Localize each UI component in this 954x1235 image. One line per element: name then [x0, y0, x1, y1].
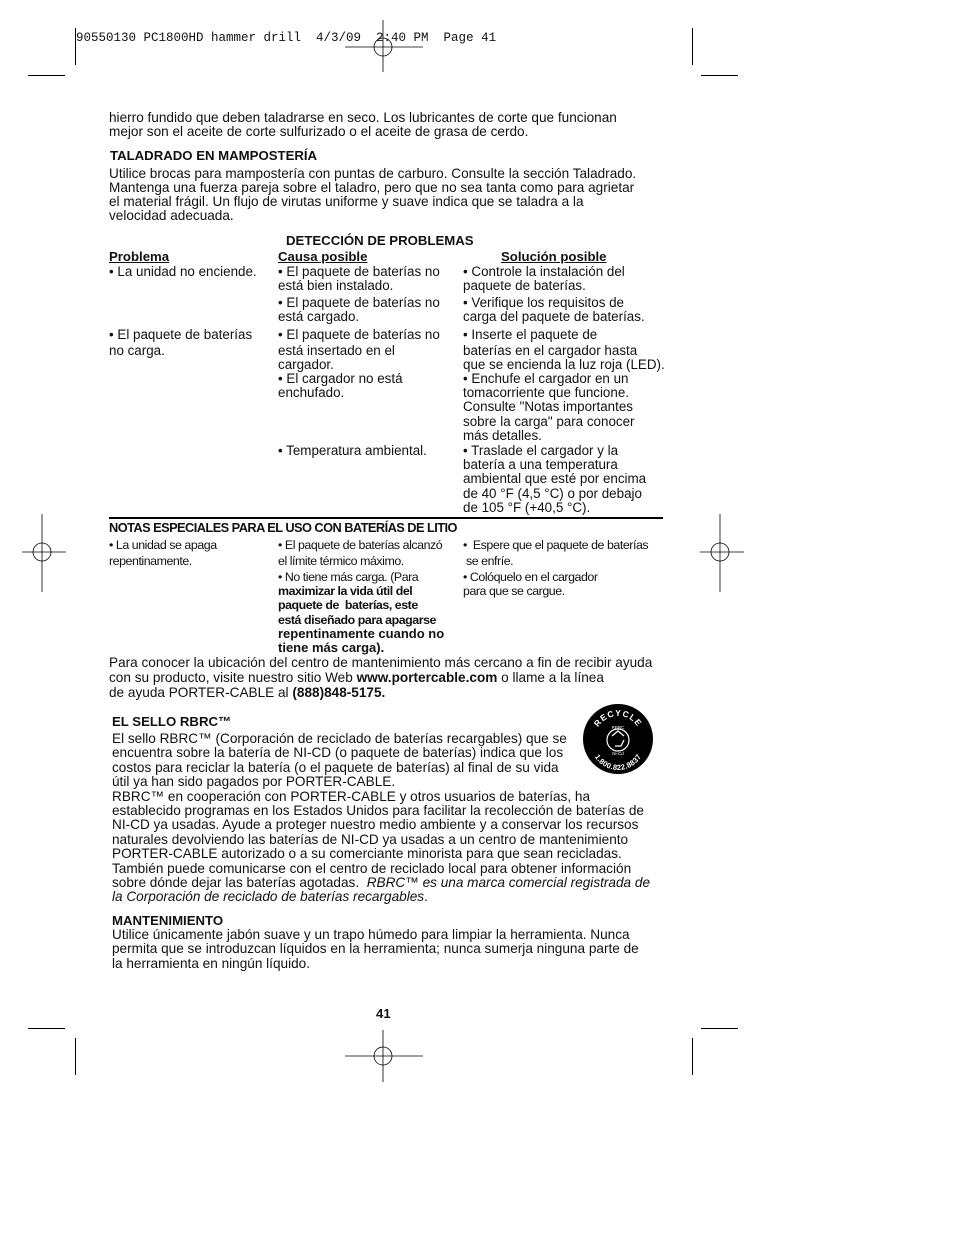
rbrc-trademark-note: RBRC™ es una marca comercial registrada de — [366, 875, 650, 891]
rbrc-text: . — [424, 889, 428, 905]
rbrc-line: naturales devolviendo las baterías de NI-CD ya usadas a un centro de mantenimiento — [112, 831, 629, 847]
rbrc-line: También puede comunicarse con el centro de reciclado local para obtener información — [112, 860, 632, 876]
problem-line: no carga. — [109, 343, 165, 359]
maintenance-line: la herramienta en ningún líquido. — [112, 955, 310, 971]
service-line-2 — [109, 671, 604, 685]
lithium-solution-line: • Espere que el paquete de baterías — [463, 538, 649, 552]
svg-text:Ni-Cd: Ni-Cd — [612, 751, 624, 756]
rbrc-heading: EL SELLO RBRC™ — [112, 714, 232, 729]
solution-line: • Traslade el cargador y la — [463, 443, 619, 458]
crop-mark-top-left-h — [28, 75, 65, 76]
cause-line: enchufado. — [278, 385, 345, 401]
helpline-phone: (888)848-5175. — [292, 685, 386, 700]
masonry-line-1: Utilice brocas para mampostería con puntas de carburo. Consulte la sección Taladrado. — [109, 166, 637, 181]
lithium-cause-cell — [278, 570, 444, 655]
lithium-notes-heading: NOTAS ESPECIALES PARA EL USO CON BATERÍAS DE LITIO — [109, 520, 457, 535]
service-text: o llame a la línea — [497, 670, 604, 685]
rbrc-line: PORTER-CABLE autorizado o a su comerciante minorista para que sean recicladas. — [112, 846, 622, 862]
service-line-1: Para conocer la ubicación del centro de mantenimiento más cercano a fin de recibir ayuda — [109, 655, 653, 670]
rbrc-trademark-note: la Corporación de reciclado de baterías recargables — [112, 889, 425, 905]
intro-line-2: mejor son el aceite de corte sulfurizado o el aceite de grasa de cerdo. — [109, 124, 529, 139]
lithium-cause-line: el límite térmico máximo. — [278, 554, 404, 569]
rbrc-line: establecido programas en los Estados Unidos para facilitar la recolección de baterías de — [112, 803, 644, 819]
lithium-problem-line: repentinamente. — [109, 554, 192, 569]
troubleshooting-title: DETECCIÓN DE PROBLEMAS — [286, 233, 474, 248]
masonry-line-2: Mantenga una fuerza pareja sobre el taladro, pero que no sea tanta como para agrietar — [109, 180, 635, 195]
rbrc-line: útil ya han sido pagados por PORTER-CABLE. — [112, 774, 396, 790]
solution-line: de 105 °F (+40,5 °C). — [463, 499, 591, 515]
cause-line: • El paquete de baterías no — [278, 327, 440, 342]
column-header-problem: Problema — [109, 249, 170, 264]
service-line-3 — [109, 686, 385, 700]
lithium-cause-bold-line: repentinamente cuando no — [278, 625, 445, 641]
solution-line: batería a una temperatura — [463, 457, 618, 473]
cause-line: cargador. — [278, 357, 334, 373]
service-text: con su producto, visite nuestro sitio Web — [109, 670, 357, 685]
website-link[interactable]: www.portercable.com — [356, 670, 498, 685]
crop-mark-bottom-left-h — [28, 1028, 65, 1029]
solution-cell — [463, 328, 665, 373]
crop-mark-top-right-v — [692, 28, 693, 65]
lithium-cause-bold-line: está diseñado para apagarse — [278, 612, 436, 627]
cause-cell — [278, 372, 403, 400]
solution-line: ambiental que esté por encima — [463, 471, 647, 487]
registration-mark-top-icon — [345, 20, 423, 72]
cause-line: • El paquete de baterías no — [278, 295, 440, 310]
lithium-cause-line: • No tiene más carga. (Para — [278, 570, 419, 584]
registration-mark-bottom-icon — [345, 1030, 423, 1082]
solution-line: • Inserte el paquete de — [463, 327, 598, 342]
masonry-line-3: el material frágil. Un flujo de virutas uniforme y suave indica que se taladra a la — [109, 194, 584, 209]
cause-line: • El cargador no está — [278, 371, 403, 386]
problem-cell — [109, 328, 252, 358]
cause-cell — [278, 265, 440, 293]
lithium-cause-bold-line: tiene más carga). — [278, 640, 385, 656]
cause-cell — [278, 328, 440, 373]
crop-mark-top-right-h — [701, 75, 738, 76]
registration-mark-left-icon — [22, 514, 66, 592]
rbrc-recycle-seal-icon — [582, 703, 654, 775]
lithium-problem-cell — [109, 538, 217, 568]
solution-cell — [463, 444, 646, 515]
intro-line-1: hierro fundido que deben taladrarse en seco. Los lubricantes de corte que funcionan — [109, 110, 617, 125]
svg-text:RBRC: RBRC — [611, 725, 625, 730]
solution-line: • Controle la instalación del — [463, 264, 625, 279]
lithium-solution-cell — [463, 570, 598, 598]
rbrc-line: costos para reciclar la batería (o el paquete de baterías) al final de su vida — [112, 759, 559, 775]
solution-line: baterías en el cargador hasta — [463, 343, 638, 359]
masonry-heading: TALADRADO EN MAMPOSTERÍA — [110, 148, 318, 163]
solution-line: más detalles. — [463, 427, 542, 443]
rbrc-line: NI-CD ya usadas. Ayude a proteger nuestro medio ambiente y a conservar los recursos — [112, 817, 639, 833]
cause-cell: • Temperatura ambiental. — [278, 443, 427, 458]
page-number: 41 — [376, 1006, 391, 1021]
problem-line: • El paquete de baterías — [109, 327, 253, 342]
service-text: de ayuda PORTER-CABLE al — [109, 685, 293, 700]
solution-line: paquete de baterías. — [463, 278, 586, 294]
rbrc-line — [112, 876, 650, 890]
lithium-cause-bold-line: paquete de baterías, este — [278, 598, 418, 613]
column-header-solution: Solución posible — [501, 249, 607, 264]
rbrc-line: RBRC™ en cooperación con PORTER-CABLE y otros usuarios de baterías, ha — [112, 788, 591, 804]
maintenance-line: Utilice únicamente jabón suave y un trapo húmedo para limpiar la herramienta. Nunca — [112, 927, 630, 942]
lithium-cause-cell — [278, 538, 442, 568]
solution-line: carga del paquete de baterías. — [463, 309, 645, 325]
crop-mark-bottom-right-h — [701, 1028, 738, 1029]
masonry-line-4: velocidad adecuada. — [109, 208, 234, 223]
lithium-cause-line: • El paquete de baterías alcanzó — [278, 538, 443, 552]
solution-cell — [463, 372, 635, 443]
solution-line: • Enchufe el cargador en un — [463, 371, 629, 386]
solution-line: Consulte "Notas importantes — [463, 399, 633, 415]
column-header-cause: Causa posible — [278, 249, 368, 264]
cause-line: está cargado. — [278, 309, 360, 325]
rbrc-line: encuentra sobre la batería de NI-CD (o paquete de baterías) indica que los — [112, 745, 564, 761]
cause-line: • El paquete de baterías no — [278, 264, 440, 279]
cause-line: está insertado en el — [278, 343, 395, 359]
cause-cell — [278, 296, 440, 324]
maintenance-heading: MANTENIMIENTO — [112, 913, 224, 928]
maintenance-line: permita que se introduzcan líquidos en la herramienta; nunca sumerja ninguna parte de — [112, 941, 639, 957]
solution-cell — [463, 265, 625, 293]
section-divider — [109, 517, 663, 519]
lithium-problem-line: • La unidad se apaga — [109, 538, 217, 552]
maintenance-body — [112, 928, 639, 971]
registration-mark-right-icon — [700, 514, 744, 592]
solution-line: de 40 °F (4,5 °C) o por debajo — [463, 485, 642, 501]
lithium-solution-line: • Colóquelo en el cargador — [463, 570, 598, 584]
problem-cell: • La unidad no enciende. — [109, 264, 257, 279]
cause-line: está bien instalado. — [278, 278, 394, 294]
solution-line: tomacorriente que funcione. — [463, 385, 629, 401]
svg-text:RECYCLE: RECYCLE — [591, 707, 645, 729]
crop-mark-bottom-left-v — [75, 1038, 76, 1075]
lithium-solution-line: para que se cargue. — [463, 584, 565, 599]
rbrc-line — [112, 890, 650, 904]
svg-text:1.800.822.8837: 1.800.822.8837 — [592, 752, 644, 773]
lithium-cause-bold-line: maximizar la vida útil del — [278, 584, 413, 599]
solution-line: que se encienda la luz roja (LED). — [463, 357, 665, 373]
rbrc-body — [112, 732, 650, 905]
rbrc-line: El sello RBRC™ (Corporación de reciclado de baterías recargables) que se — [112, 731, 567, 746]
solution-line: • Verifique los requisitos de — [463, 295, 625, 310]
lithium-solution-line: se enfríe. — [463, 554, 514, 569]
printer-slug: 90550130 PC1800HD hammer drill 4/3/09 2:40 PM Page 41 — [76, 31, 497, 45]
solution-cell — [463, 296, 645, 324]
crop-mark-top-left-v — [75, 28, 76, 65]
crop-mark-bottom-right-v — [692, 1038, 693, 1075]
lithium-solution-cell — [463, 538, 648, 568]
solution-line: sobre la carga" para conocer — [463, 413, 635, 429]
rbrc-text: sobre dónde dejar las baterías agotadas. — [112, 875, 367, 891]
